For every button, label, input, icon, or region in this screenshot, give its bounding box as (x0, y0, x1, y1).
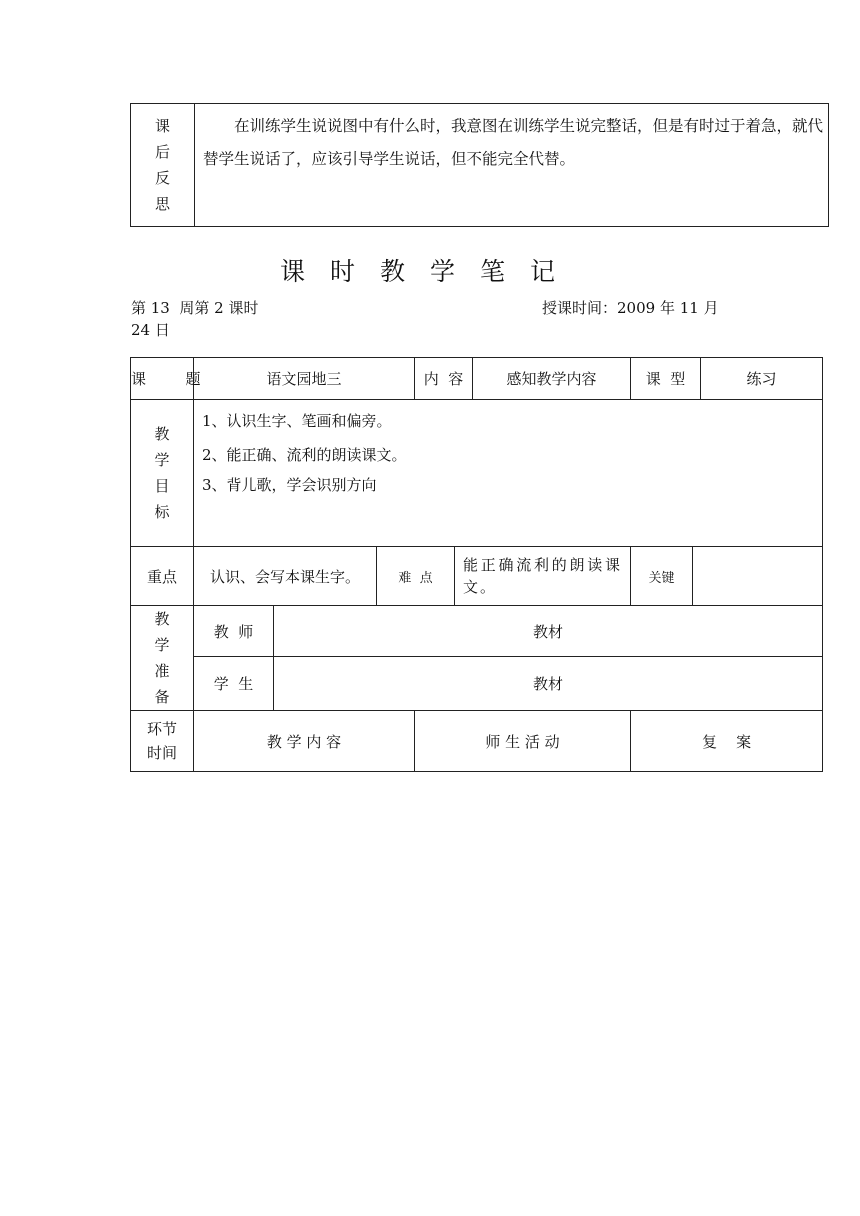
type-label: 课 型 (631, 358, 701, 400)
reflection-label-line1: 课 后 (154, 117, 178, 161)
goal-item: 1、认识生字、笔画和偏旁。 (202, 412, 392, 430)
student-label: 学 生 (194, 657, 274, 711)
week-lesson: 第 13 周第 2 课时 (131, 299, 259, 317)
reflection-label-line2: 反 思 (154, 169, 178, 213)
prep-label (131, 606, 194, 711)
teacher-material: 教材 (274, 606, 823, 657)
goal-item: 2、能正确、流利的朗读课文。 (202, 446, 407, 464)
crucial-label: 关键 (631, 547, 693, 606)
lesson-table (130, 357, 823, 772)
col-review: 复 案 (631, 711, 823, 772)
crucial-value (693, 547, 823, 606)
difficulty-value: 能正确流利的朗读课文。 (455, 547, 631, 606)
section-time-label (131, 711, 194, 772)
topic-value: 语文园地三 (194, 358, 415, 400)
type-value: 练习 (701, 358, 823, 400)
goals-label (131, 400, 194, 547)
content-label: 内 容 (415, 358, 473, 400)
section-time-line2: 时间 (146, 744, 177, 762)
topic-label: 课 题 (131, 358, 194, 400)
prep-label-line2: 准 备 (154, 662, 178, 706)
teacher-label: 教 师 (194, 606, 274, 657)
reflection-text: 在训练学生说说图中有什么时，我意图在训练学生说完整话，但是有时过于着急，就代替学生说话了，应该引导学生说话，但不能完全代替。 (195, 104, 829, 227)
section-time-line1: 环节 (146, 720, 177, 738)
difficulty-label: 难 点 (377, 547, 455, 606)
goals-label-line2: 目 标 (154, 477, 178, 521)
content-value: 感知教学内容 (473, 358, 631, 400)
goals-list (194, 400, 823, 547)
key-label: 重点 (131, 547, 194, 606)
goals-label-line1: 教 学 (154, 425, 178, 469)
col-activity: 师 生 活 动 (415, 711, 631, 772)
page-title: 课时教学笔记 (279, 257, 580, 286)
prep-label-line1: 教 学 (154, 610, 178, 654)
lesson-date: 24 日 (131, 321, 170, 339)
key-value: 认识、会写本课生字。 (194, 547, 377, 606)
lesson-time: 授课时间：2009 年 11 月 (542, 299, 719, 317)
student-material: 教材 (274, 657, 823, 711)
reflection-table (130, 103, 829, 227)
col-teaching-content: 教 学 内 容 (194, 711, 415, 772)
reflection-label (131, 104, 195, 227)
goal-item: 3、背儿歌，学会识别方向 (202, 476, 377, 494)
